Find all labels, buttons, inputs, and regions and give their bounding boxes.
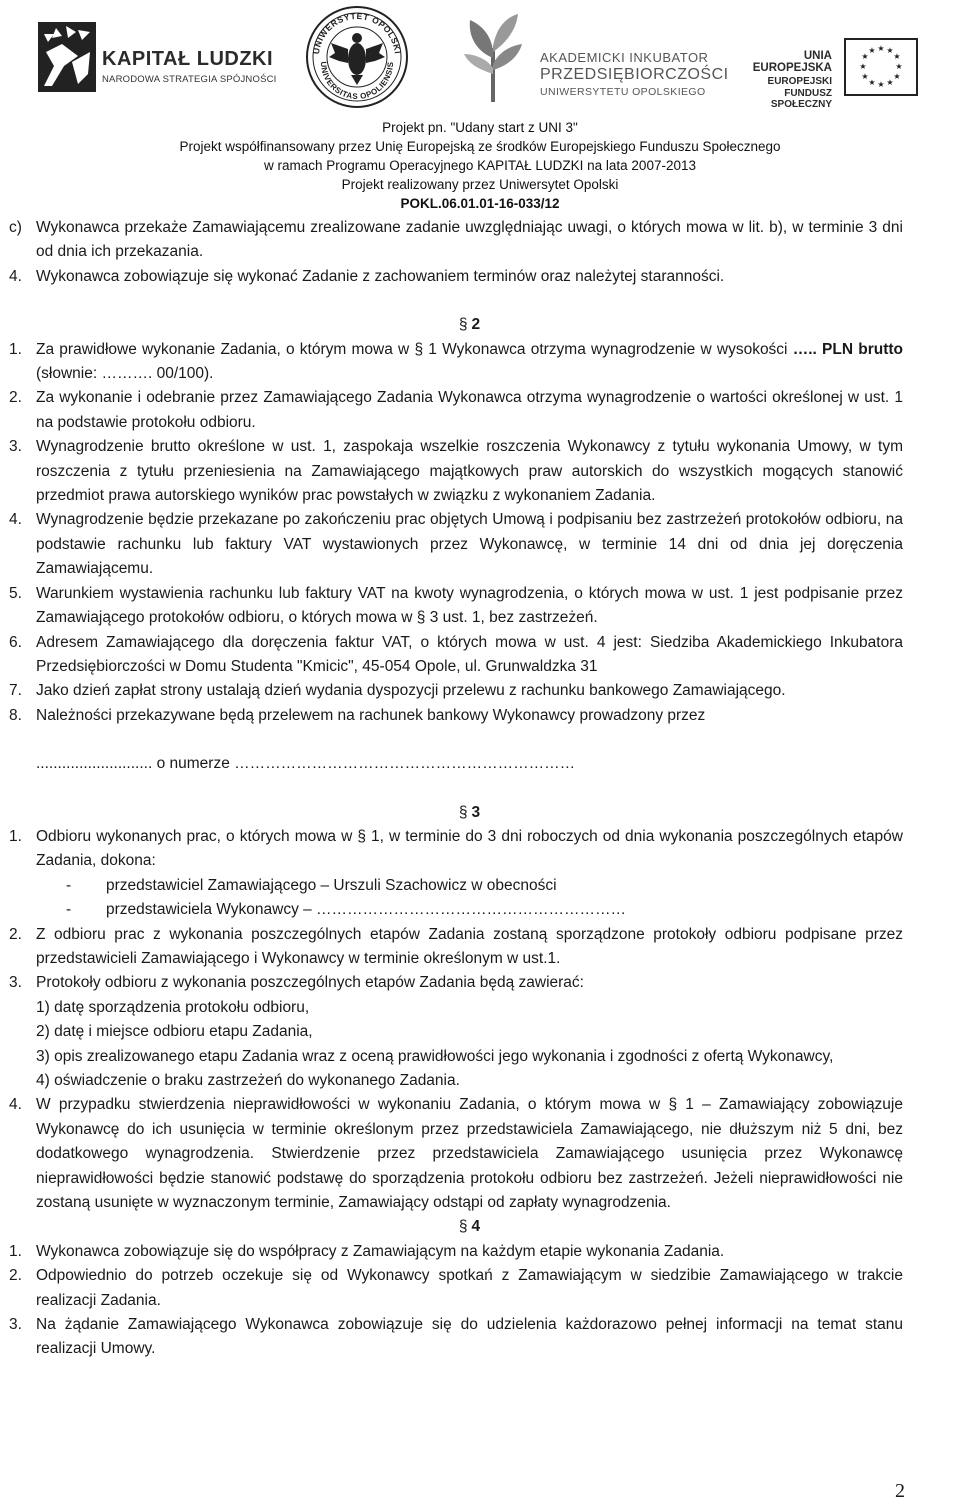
amount-placeholder: ….. PLN brutto	[792, 340, 903, 358]
item-number: 4.	[9, 1096, 22, 1114]
section-2-item-3	[0, 435, 960, 508]
section-2-item-5	[0, 582, 960, 631]
section-2-heading	[0, 313, 960, 337]
svg-text:★: ★	[893, 52, 901, 61]
point-4	[0, 265, 960, 289]
incubator-line2: PRZEDSIĘBIORCZOŚCI	[540, 66, 729, 83]
protocol-content-2: 2) datę i miejsce odbioru etapu Zadania,	[36, 1023, 313, 1041]
item-text: Adresem Zamawiającego dla doręczenia faktur VAT, o których mowa w ust. 4 jest: Siedziba Akademickiego Inkubatora Przedsiębiorczości w Domu Studenta "Kmicic", 45-054 Opole, ul. Grunwaldzka 31	[36, 633, 903, 675]
item-text: Za prawidłowe wykonanie Zadania, o którym mowa w § 1 Wykonawca otrzyma wynagrodzenie w wysokości	[36, 340, 788, 358]
amount-in-words: (słownie: ………. 00/100).	[36, 365, 214, 383]
section-3-item-3	[0, 971, 960, 995]
section-2-item-8	[0, 704, 960, 728]
section-sign: §	[458, 1218, 468, 1236]
incubator-line3: UNIWERSYTETU OPOLSKIEGO	[540, 86, 706, 98]
item-number: 4.	[9, 511, 22, 529]
dash-bullet: -	[66, 901, 72, 919]
section-sign: §	[458, 803, 468, 821]
section-3-item-4	[0, 1093, 960, 1215]
section-4-item-2	[0, 1264, 960, 1313]
kapital-ludzki-subtitle: NARODOWA STRATEGIA SPÓJNOŚCI	[102, 74, 277, 85]
eu-line3: FUNDUSZ SPOŁECZNY	[770, 88, 832, 110]
representative-wykonawca	[0, 898, 960, 922]
representative-zamawiajacy	[0, 874, 960, 898]
section-2-item-2	[0, 386, 960, 435]
representative-text: przedstawiciela Wykonawcy – ……………………………………………………	[106, 901, 627, 919]
point-c-text: Wykonawca przekaże Zamawiającemu zrealizowane zadanie uwzględniając uwagi, o których mowa w lit. b), w terminie 3 dni od dnia ich przekazania.	[36, 219, 903, 261]
item-number: 1.	[9, 827, 22, 845]
item-text: Odpowiednio do potrzeb oczekuje się od Wykonawcy spotkań z Zamawiającym w siedzibie Zamawiającego w trakcie realizacji Zadania.	[36, 1267, 903, 1309]
item-number: 6.	[9, 633, 22, 651]
item-number: 3.	[9, 1316, 22, 1334]
svg-text:★: ★	[886, 78, 894, 87]
section-3-item-1	[0, 825, 960, 874]
section-2-item-6	[0, 631, 960, 680]
eu-flag-icon	[844, 38, 918, 96]
university-seal-icon	[305, 5, 409, 109]
item-text: Jako dzień zapłat strony ustalają dzień wydania dyspozycji przelewu z rachunku bankowego Zamawiającego.	[36, 682, 786, 700]
section-4-heading	[0, 1215, 960, 1239]
svg-text:★: ★	[895, 62, 903, 71]
protocol-content-4: 4) oświadczenie o braku zastrzeżeń do wykonanego Zadania.	[36, 1072, 460, 1089]
item-number: 2.	[9, 1267, 22, 1285]
section-4-item-1	[0, 1240, 960, 1264]
section-3-heading	[0, 801, 960, 825]
svg-text:★: ★	[893, 72, 901, 81]
item-text: Na żądanie Zamawiającego Wykonawca zobowiązuje się do udzielenia każdorazowo pełnej informacji na temat stanu realizacji Umowy.	[36, 1316, 903, 1358]
svg-text:★: ★	[886, 46, 894, 55]
project-name: Projekt pn. "Udany start z UNI 3"	[382, 120, 578, 135]
incubator-line1: AKADEMICKI INKUBATOR	[540, 50, 709, 65]
protocol-content-1: 1) datę sporządzenia protokołu odbioru,	[36, 998, 310, 1016]
item-text: Wykonawca zobowiązuje się do współpracy z Zamawiającym na każdym etapie wykonania Zadania.	[36, 1242, 725, 1260]
protocol-content-3: 3) opis zrealizowanego etapu Zadania wraz z oceną prawidłowości jego wykonania i zgodności z ofertą Wykonawcy,	[36, 1047, 834, 1065]
incubator-tree-icon	[460, 8, 526, 104]
item-text: Za wykonanie i odebranie przez Zamawiającego Zadania Wykonawca otrzyma wynagrodzenie o wartości określonej w ust. 1 na podstawie protokołu odbioru.	[36, 389, 903, 431]
svg-text:★: ★	[877, 80, 885, 89]
section-2-item-4	[0, 508, 960, 581]
kapital-ludzki-title: KAPITAŁ LUDZKI	[102, 48, 274, 70]
item-text: Wynagrodzenie będzie przekazane po zakończeniu prac objętych Umową i podpisaniu bez zastrzeżeń protokołów odbioru, na podstawie rachunku lub faktury VAT wystawionych przez Wykonawcę, w terminie 14 dni od dnia jej doręczenia Zamawiającemu.	[36, 511, 903, 578]
header-logos	[0, 0, 960, 112]
item-text: Protokoły odbioru z wykonania poszczególnych etapów Zadania będą zawierać:	[36, 974, 584, 992]
project-info	[0, 118, 960, 213]
seal-top-text: UNIWERSYTET OPOLSKI	[311, 10, 403, 55]
svg-text:★: ★	[877, 44, 885, 53]
document-body	[0, 216, 960, 1362]
section-2-number: 2	[471, 316, 481, 334]
svg-text:★: ★	[859, 62, 867, 71]
kapital-ludzki-wordmark	[102, 48, 277, 85]
seal-bottom-text: UNIVERSITAS OPOLIENSIS	[318, 61, 396, 102]
item-text: Odbioru wykonanych prac, o których mowa w § 1, w terminie do 3 dni roboczych od dnia wykonania poszczególnych etapów Zadania, dokona:	[36, 827, 903, 870]
project-cofinancing: Projekt współfinansowany przez Unię Europejską ze środków Europejskiego Funduszu Społecznego	[179, 139, 781, 154]
svg-text:★: ★	[868, 78, 876, 87]
section-2-item-7	[0, 679, 960, 703]
eu-line1: UNIA EUROPEJSKA	[752, 50, 832, 74]
point-4-text: Wykonawca zobowiązuje się wykonać Zadanie z zachowaniem terminów oraz należytej staranności.	[36, 267, 725, 285]
item-number: 8.	[9, 706, 22, 724]
svg-text:★: ★	[861, 72, 869, 81]
item-number: 2.	[9, 389, 22, 407]
section-4-item-3	[0, 1313, 960, 1362]
project-number: POKL.06.01.01-16-033/12	[400, 196, 560, 211]
incubator-wordmark	[540, 50, 729, 98]
item-text: Wynagrodzenie brutto określone w ust. 1, zaspokaja wszelkie roszczenia Wykonawcy z tytułu wykonania Umowy, w tym roszczenia z tytułu przeniesienia na Zamawiającego majątkowych praw autorskich do wszystkich mogących stanowić przedmiot prawa autorskiego wyników prac powstałych w związku z wykonaniem Zadania.	[36, 438, 903, 505]
item-number: 7.	[9, 682, 22, 700]
eu-line2: EUROPEJSKI	[767, 76, 832, 87]
point-c	[0, 216, 960, 265]
item-number: 5.	[9, 584, 22, 602]
item-number: 3.	[9, 438, 22, 456]
page-number: 2	[895, 1480, 905, 1502]
section-sign: §	[458, 316, 468, 334]
svg-text:★: ★	[868, 46, 876, 55]
section-3-item-2	[0, 923, 960, 972]
point-c-number: c)	[9, 219, 22, 236]
section-4-number: 4	[471, 1218, 481, 1236]
item-text: Warunkiem wystawienia rachunku lub faktury VAT na kwoty wynagrodzenia, o których mowa w ust. 1 jest podpisanie przez Zamawiającego protokołów odbioru, o których mowa w § 3 ust. 1, bez zastrzeżeń.	[36, 584, 903, 627]
item-text: Należności przekazywane będą przelewem na rachunek bankowy Wykonawcy prowadzony przez	[36, 706, 706, 724]
representative-text: przedstawiciel Zamawiającego – Urszuli Szachowicz w obecności	[106, 876, 557, 894]
bank-account-placeholder: ........................... o numerze …………………………………………………………	[36, 755, 576, 773]
project-executor: Projekt realizowany przez Uniwersytet Opolski	[341, 177, 619, 192]
item-number: 2.	[9, 925, 22, 943]
project-programme: w ramach Programu Operacyjnego KAPITAŁ LUDZKI na lata 2007-2013	[264, 158, 696, 173]
item-text: Z odbioru prac z wykonania poszczególnych etapów Zadania zostaną sporządzone protokoły odbioru podpisane przez przedstawicieli Zamawiającego i Wykonawcy w terminie określonym w ust.1.	[36, 925, 903, 967]
section-3-number: 3	[471, 803, 481, 821]
kapital-ludzki-logo-icon	[38, 22, 96, 92]
item-number: 1.	[9, 1242, 22, 1260]
section-2-item-1	[0, 338, 960, 387]
eu-wordmark	[728, 50, 832, 110]
item-text: W przypadku stwierdzenia nieprawidłowości w wykonaniu Zadania, o którym mowa w § 1 – Zamawiający zobowiązuje Wykonawcę do ich usunięcia w terminie określonym przez przedstawiciela Zamawiającego, nie dłuższym niż 5 dni, bez dodatkowego wynagrodzenia. Stwierdzenie przez przedstawiciela Zamawiającego usunięcia przez Wykonawcę nieprawidłowości będzie stanowić podstawę do sporządzenia protokołu odbioru bez zastrzeżeń. Jeżeli nieprawidłowości nie zostaną usunięte w wyznaczonym terminie, Zamawiający odstąpi od zapłaty wynagrodzenia.	[36, 1096, 903, 1212]
item-number: 3.	[9, 974, 22, 992]
svg-text:★: ★	[861, 52, 869, 61]
point-4-number: 4.	[9, 267, 22, 285]
dash-bullet: -	[66, 876, 72, 894]
item-number: 1.	[9, 340, 22, 358]
